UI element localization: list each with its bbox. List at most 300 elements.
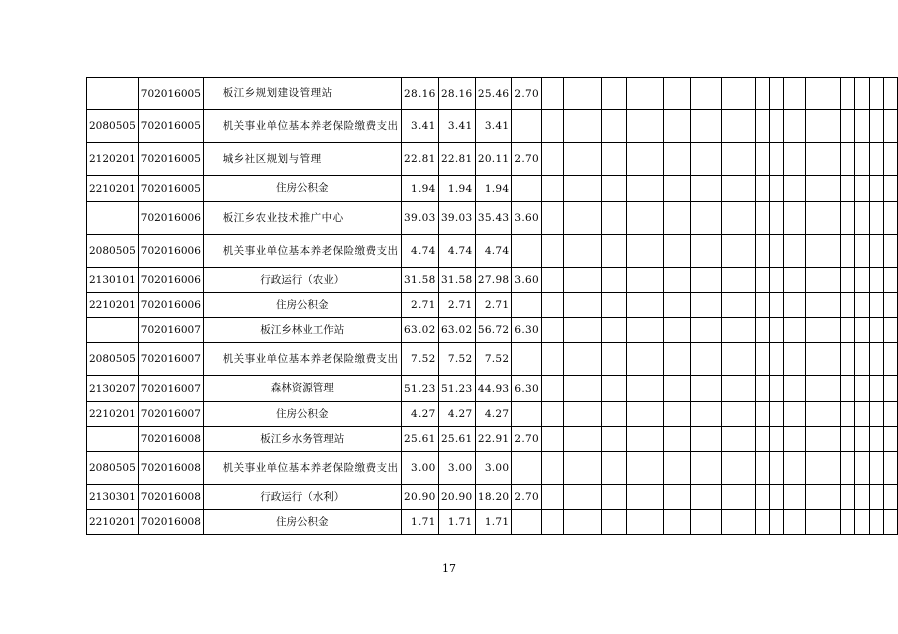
empty-cell <box>722 110 756 143</box>
item-name-cell <box>203 176 401 202</box>
empty-cell <box>602 318 627 343</box>
empty-cell <box>627 110 664 143</box>
empty-cell <box>783 110 805 143</box>
table-row <box>87 427 898 452</box>
item-name-text: 机关事业单位基本养老保险缴费支出 <box>222 461 399 474</box>
empty-cell <box>542 268 564 293</box>
empty-cell <box>855 510 869 535</box>
empty-cell <box>840 143 854 176</box>
empty-cell <box>627 318 664 343</box>
empty-cell <box>722 202 756 235</box>
unit-code-cell: 702016006 <box>138 268 203 293</box>
empty-cell <box>627 235 664 268</box>
empty-cell <box>756 318 770 343</box>
item-name-text: 城乡社区规划与管理 <box>222 152 322 165</box>
empty-cell <box>664 143 691 176</box>
empty-cell <box>602 427 627 452</box>
empty-cell <box>806 343 841 376</box>
empty-cell <box>691 376 722 402</box>
func-code-cell: 2120201 <box>87 143 139 176</box>
basic-expenditure-cell: 56.72 <box>475 318 512 343</box>
project-expenditure-cell <box>512 176 542 202</box>
empty-cell <box>627 510 664 535</box>
empty-cell <box>756 343 770 376</box>
empty-cell <box>770 376 784 402</box>
empty-cell <box>840 110 854 143</box>
empty-cell <box>664 110 691 143</box>
project-expenditure-cell <box>512 452 542 485</box>
basic-expenditure-cell: 2.71 <box>475 293 512 318</box>
total-cell: 3.00 <box>401 452 438 485</box>
total-cell: 2.71 <box>401 293 438 318</box>
total-cell: 3.41 <box>401 110 438 143</box>
empty-cell <box>840 202 854 235</box>
empty-cell <box>855 202 869 235</box>
empty-cell <box>806 427 841 452</box>
empty-cell <box>806 293 841 318</box>
empty-cell <box>869 143 883 176</box>
empty-cell <box>770 202 784 235</box>
empty-cell <box>542 143 564 176</box>
item-name-cell <box>203 78 401 110</box>
empty-cell <box>664 268 691 293</box>
func-code-cell <box>87 202 139 235</box>
empty-cell <box>869 427 883 452</box>
empty-cell <box>602 268 627 293</box>
empty-cell <box>756 235 770 268</box>
item-name-cell <box>203 202 401 235</box>
empty-cell <box>783 343 805 376</box>
table-row <box>87 293 898 318</box>
item-name-text: 板江乡农业技术推广中心 <box>222 211 344 224</box>
project-expenditure-cell <box>512 235 542 268</box>
empty-cell <box>840 343 854 376</box>
empty-cell <box>869 235 883 268</box>
empty-cell <box>691 510 722 535</box>
empty-cell <box>602 343 627 376</box>
table-row <box>87 376 898 402</box>
empty-cell <box>770 343 784 376</box>
empty-cell <box>855 376 869 402</box>
empty-cell <box>884 202 898 235</box>
empty-cell <box>722 78 756 110</box>
empty-cell <box>855 485 869 510</box>
empty-cell <box>869 293 883 318</box>
empty-cell <box>806 202 841 235</box>
item-name-text: 板江乡水务管理站 <box>260 432 345 445</box>
empty-cell <box>664 176 691 202</box>
empty-cell <box>884 318 898 343</box>
empty-cell <box>602 293 627 318</box>
empty-cell <box>806 485 841 510</box>
table-row <box>87 143 898 176</box>
empty-cell <box>840 427 854 452</box>
project-expenditure-cell <box>512 343 542 376</box>
unit-code-cell: 702016007 <box>138 343 203 376</box>
func-code-cell <box>87 318 139 343</box>
basic-expenditure-cell: 25.46 <box>475 78 512 110</box>
empty-cell <box>691 343 722 376</box>
empty-cell <box>691 293 722 318</box>
empty-cell <box>855 143 869 176</box>
table-row <box>87 485 898 510</box>
empty-cell <box>884 452 898 485</box>
empty-cell <box>722 402 756 427</box>
empty-cell <box>563 143 602 176</box>
project-expenditure-cell: 2.70 <box>512 78 542 110</box>
subtotal-cell: 4.27 <box>438 402 475 427</box>
empty-cell <box>664 427 691 452</box>
basic-expenditure-cell: 44.93 <box>475 376 512 402</box>
subtotal-cell: 39.03 <box>438 202 475 235</box>
empty-cell <box>563 78 602 110</box>
basic-expenditure-cell: 22.91 <box>475 427 512 452</box>
empty-cell <box>840 485 854 510</box>
item-name-text: 行政运行（水利） <box>260 490 345 503</box>
unit-code-cell: 702016008 <box>138 427 203 452</box>
item-name-text: 板江乡规划建设管理站 <box>222 87 333 99</box>
empty-cell <box>884 143 898 176</box>
item-name-cell <box>203 143 401 176</box>
empty-cell <box>691 268 722 293</box>
total-cell: 63.02 <box>401 318 438 343</box>
empty-cell <box>691 427 722 452</box>
empty-cell <box>627 293 664 318</box>
empty-cell <box>869 268 883 293</box>
subtotal-cell: 20.90 <box>438 485 475 510</box>
empty-cell <box>855 176 869 202</box>
empty-cell <box>542 402 564 427</box>
empty-cell <box>627 78 664 110</box>
empty-cell <box>542 343 564 376</box>
empty-cell <box>602 78 627 110</box>
empty-cell <box>783 143 805 176</box>
empty-cell <box>563 176 602 202</box>
subtotal-cell: 3.41 <box>438 110 475 143</box>
func-code-cell: 2080505 <box>87 343 139 376</box>
empty-cell <box>542 293 564 318</box>
empty-cell <box>602 402 627 427</box>
item-name-cell <box>203 235 401 268</box>
empty-cell <box>770 268 784 293</box>
empty-cell <box>783 485 805 510</box>
empty-cell <box>542 427 564 452</box>
empty-cell <box>627 176 664 202</box>
item-name-cell <box>203 427 401 452</box>
empty-cell <box>855 293 869 318</box>
empty-cell <box>756 510 770 535</box>
empty-cell <box>542 176 564 202</box>
empty-cell <box>806 268 841 293</box>
subtotal-cell: 28.16 <box>438 78 475 110</box>
empty-cell <box>884 343 898 376</box>
empty-cell <box>806 110 841 143</box>
unit-code-cell: 702016005 <box>138 143 203 176</box>
empty-cell <box>756 78 770 110</box>
empty-cell <box>840 268 854 293</box>
basic-expenditure-cell: 35.43 <box>475 202 512 235</box>
empty-cell <box>855 343 869 376</box>
item-name-text: 板江乡林业工作站 <box>260 323 345 336</box>
basic-expenditure-cell: 7.52 <box>475 343 512 376</box>
empty-cell <box>722 268 756 293</box>
empty-cell <box>855 452 869 485</box>
empty-cell <box>869 343 883 376</box>
empty-cell <box>563 110 602 143</box>
unit-code-cell: 702016007 <box>138 318 203 343</box>
empty-cell <box>722 427 756 452</box>
empty-cell <box>756 402 770 427</box>
project-expenditure-cell: 2.70 <box>512 143 542 176</box>
empty-cell <box>627 452 664 485</box>
total-cell: 25.61 <box>401 427 438 452</box>
empty-cell <box>884 427 898 452</box>
empty-cell <box>770 427 784 452</box>
subtotal-cell: 7.52 <box>438 343 475 376</box>
project-expenditure-cell: 3.60 <box>512 268 542 293</box>
empty-cell <box>627 268 664 293</box>
empty-cell <box>563 268 602 293</box>
empty-cell <box>884 485 898 510</box>
empty-cell <box>770 110 784 143</box>
empty-cell <box>542 202 564 235</box>
table-row <box>87 202 898 235</box>
empty-cell <box>627 485 664 510</box>
empty-cell <box>855 318 869 343</box>
project-expenditure-cell: 6.30 <box>512 376 542 402</box>
empty-cell <box>783 235 805 268</box>
empty-cell <box>783 376 805 402</box>
total-cell: 39.03 <box>401 202 438 235</box>
empty-cell <box>691 78 722 110</box>
subtotal-cell: 31.58 <box>438 268 475 293</box>
empty-cell <box>664 485 691 510</box>
subtotal-cell: 1.94 <box>438 176 475 202</box>
total-cell: 51.23 <box>401 376 438 402</box>
empty-cell <box>884 235 898 268</box>
empty-cell <box>869 402 883 427</box>
page-number: 17 <box>442 562 456 575</box>
item-name-cell <box>203 485 401 510</box>
empty-cell <box>664 402 691 427</box>
empty-cell <box>855 78 869 110</box>
empty-cell <box>602 485 627 510</box>
total-cell: 4.27 <box>401 402 438 427</box>
table-row <box>87 402 898 427</box>
empty-cell <box>770 293 784 318</box>
empty-cell <box>563 202 602 235</box>
empty-cell <box>770 143 784 176</box>
basic-expenditure-cell: 4.74 <box>475 235 512 268</box>
empty-cell <box>602 110 627 143</box>
empty-cell <box>542 376 564 402</box>
basic-expenditure-cell: 20.11 <box>475 143 512 176</box>
project-expenditure-cell <box>512 110 542 143</box>
basic-expenditure-cell: 1.71 <box>475 510 512 535</box>
empty-cell <box>840 293 854 318</box>
empty-cell <box>722 293 756 318</box>
project-expenditure-cell <box>512 293 542 318</box>
func-code-cell: 2080505 <box>87 235 139 268</box>
subtotal-cell: 1.71 <box>438 510 475 535</box>
empty-cell <box>869 510 883 535</box>
empty-cell <box>602 202 627 235</box>
empty-cell <box>869 78 883 110</box>
empty-cell <box>806 235 841 268</box>
empty-cell <box>869 452 883 485</box>
empty-cell <box>602 510 627 535</box>
item-name-cell <box>203 110 401 143</box>
empty-cell <box>691 402 722 427</box>
empty-cell <box>770 452 784 485</box>
project-expenditure-cell: 2.70 <box>512 485 542 510</box>
total-cell: 4.74 <box>401 235 438 268</box>
table-row <box>87 268 898 293</box>
empty-cell <box>691 235 722 268</box>
empty-cell <box>627 202 664 235</box>
empty-cell <box>869 485 883 510</box>
empty-cell <box>770 176 784 202</box>
empty-cell <box>542 110 564 143</box>
item-name-cell <box>203 268 401 293</box>
unit-code-cell: 702016006 <box>138 202 203 235</box>
table-row <box>87 235 898 268</box>
empty-cell <box>722 176 756 202</box>
empty-cell <box>869 176 883 202</box>
empty-cell <box>664 343 691 376</box>
func-code-cell: 2210201 <box>87 176 139 202</box>
empty-cell <box>840 235 854 268</box>
empty-cell <box>783 452 805 485</box>
empty-cell <box>855 235 869 268</box>
item-name-cell <box>203 343 401 376</box>
empty-cell <box>756 143 770 176</box>
func-code-cell: 2080505 <box>87 110 139 143</box>
project-expenditure-cell: 2.70 <box>512 427 542 452</box>
item-name-text: 森林资源管理 <box>270 382 334 394</box>
item-name-cell <box>203 293 401 318</box>
subtotal-cell: 25.61 <box>438 427 475 452</box>
empty-cell <box>770 402 784 427</box>
empty-cell <box>627 376 664 402</box>
item-name-text: 住房公积金 <box>276 515 329 528</box>
empty-cell <box>806 318 841 343</box>
table-row <box>87 78 898 110</box>
empty-cell <box>806 143 841 176</box>
item-name-text: 机关事业单位基本养老保险缴费支出 <box>222 352 399 365</box>
empty-cell <box>722 343 756 376</box>
subtotal-cell: 22.81 <box>438 143 475 176</box>
empty-cell <box>664 318 691 343</box>
empty-cell <box>542 485 564 510</box>
empty-cell <box>722 510 756 535</box>
unit-code-cell: 702016005 <box>138 78 203 110</box>
func-code-cell: 2210201 <box>87 293 139 318</box>
empty-cell <box>756 110 770 143</box>
item-name-cell <box>203 510 401 535</box>
func-code-cell <box>87 427 139 452</box>
unit-code-cell: 702016005 <box>138 176 203 202</box>
empty-cell <box>770 510 784 535</box>
total-cell: 28.16 <box>401 78 438 110</box>
empty-cell <box>840 376 854 402</box>
unit-code-cell: 702016008 <box>138 485 203 510</box>
item-name-text: 机关事业单位基本养老保险缴费支出 <box>222 244 399 257</box>
empty-cell <box>563 485 602 510</box>
empty-cell <box>627 402 664 427</box>
total-cell: 22.81 <box>401 143 438 176</box>
empty-cell <box>783 202 805 235</box>
func-code-cell: 2210201 <box>87 402 139 427</box>
empty-cell <box>722 376 756 402</box>
budget-table <box>86 77 898 535</box>
subtotal-cell: 3.00 <box>438 452 475 485</box>
empty-cell <box>756 452 770 485</box>
empty-cell <box>563 293 602 318</box>
empty-cell <box>691 143 722 176</box>
empty-cell <box>855 110 869 143</box>
empty-cell <box>783 510 805 535</box>
empty-cell <box>806 78 841 110</box>
empty-cell <box>627 343 664 376</box>
basic-expenditure-cell: 1.94 <box>475 176 512 202</box>
empty-cell <box>770 485 784 510</box>
empty-cell <box>664 235 691 268</box>
empty-cell <box>691 318 722 343</box>
empty-cell <box>855 268 869 293</box>
empty-cell <box>722 143 756 176</box>
total-cell: 7.52 <box>401 343 438 376</box>
empty-cell <box>563 427 602 452</box>
func-code-cell <box>87 78 139 110</box>
func-code-cell: 2130301 <box>87 485 139 510</box>
empty-cell <box>884 176 898 202</box>
total-cell: 31.58 <box>401 268 438 293</box>
empty-cell <box>602 143 627 176</box>
unit-code-cell: 702016006 <box>138 293 203 318</box>
empty-cell <box>840 510 854 535</box>
empty-cell <box>770 318 784 343</box>
table-row <box>87 452 898 485</box>
empty-cell <box>602 176 627 202</box>
empty-cell <box>756 293 770 318</box>
table-row <box>87 318 898 343</box>
empty-cell <box>869 202 883 235</box>
empty-cell <box>542 452 564 485</box>
empty-cell <box>691 202 722 235</box>
table-row <box>87 343 898 376</box>
empty-cell <box>783 293 805 318</box>
empty-cell <box>783 78 805 110</box>
empty-cell <box>869 318 883 343</box>
item-name-cell <box>203 376 401 402</box>
empty-cell <box>664 202 691 235</box>
project-expenditure-cell <box>512 510 542 535</box>
empty-cell <box>840 402 854 427</box>
table-row <box>87 176 898 202</box>
empty-cell <box>563 452 602 485</box>
item-name-text: 行政运行（农业） <box>260 273 345 286</box>
empty-cell <box>783 402 805 427</box>
subtotal-cell: 63.02 <box>438 318 475 343</box>
func-code-cell: 2210201 <box>87 510 139 535</box>
empty-cell <box>602 376 627 402</box>
empty-cell <box>602 235 627 268</box>
empty-cell <box>770 78 784 110</box>
func-code-cell: 2080505 <box>87 452 139 485</box>
empty-cell <box>869 376 883 402</box>
unit-code-cell: 702016007 <box>138 376 203 402</box>
